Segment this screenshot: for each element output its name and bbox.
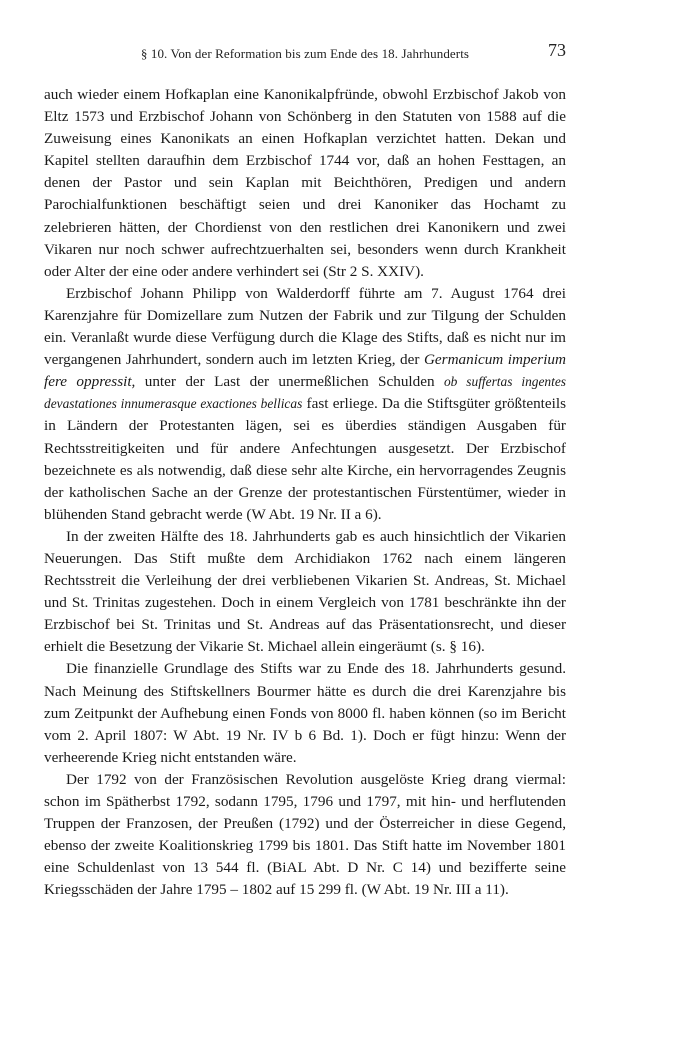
- paragraph-4: Die finanzielle Grundlage des Stifts war zu Ende des 18. Jahrhunderts gesund. Nach Meinung des Stiftskellners Bourmer hätte es durch die drei Karenzjahre bis zum Zeitpunkt der Aufhebung einen Fonds von 8000 fl. haben können (so im Bericht vom 2. April 1807: W Abt. 19 Nr. IV b 6 Bd. 1). Doch er fügt hinzu: Wenn der verheerende Krieg nicht entstanden wäre.: [44, 660, 566, 766]
- paragraph-1: auch wieder einem Hofkaplan eine Kanonikalpfründe, obwohl Erzbischof Jakob von Eltz 1573 und Erzbischof Johann von Schönberg in den Statuten von 1588 auf die Zuweisung eines Kanonikats an einen Hofkaplan verzichtet hatten. Dekan und Kapitel stellten daraufhin dem Erzbischof 1744 vor, daß an hohen Festtagen, an denen der Pastor und sein Kaplan mit Beichthören, Predigen und andern Parochialfunktionen beschäftigt seien und drei Kanoniker das Hochamt zu zelebrieren hätten, der Chordienst von den restlichen drei Kanonikern und zwei Vikaren nur noch schwer aufrechtzuerhalten sei, besonders wenn durch Krankheit oder Alter der eine oder andere verhindert sei (Str 2 S. XXIV).: [44, 86, 566, 280]
- paragraph-5: Der 1792 von der Französischen Revolution ausgelöste Krieg drang viermal: schon im Spätherbst 1792, sodann 1795, 1796 und 1797, mit hin- und herflutenden Truppen der Franzosen, der Preußen (1792) und der Österreicher in diese Gegend, ebenso der zweite Koalitionskrieg 1799 bis 1801. Das Stift hatte im November 1801 eine Schuldenlast von 13 544 fl. (BiAL Abt. D Nr. C 14) und bezifferte seine Kriegsschäden der Jahre 1795 – 1802 auf 15 299 fl. (W Abt. 19 Nr. III a 11).: [44, 770, 566, 899]
- paragraph-2: [44, 283, 566, 526]
- latin-quote-2: ob suffertas ingentes devastationes innumerasque exactiones bellicas: [44, 374, 566, 412]
- running-header: [44, 40, 566, 64]
- page-number: 73: [548, 40, 566, 60]
- running-title: § 10. Von der Reformation bis zum Ende des 18. Jahrhunderts: [140, 46, 470, 61]
- body-text: [44, 84, 566, 901]
- paragraph-2-text-b: unter der Last der unermeßlichen Schulden: [135, 373, 444, 391]
- paragraph-2-text-c: fast erliege. Da die Stiftsgüter größtenteils in Ländern der Protestanten lägen, sei es überdies ständigen Ausgaben für Rechtsstreitigkeiten und für andere Anfechtungen ausgesetzt. Der Erzbischof bezeichnete es als notwendig, daß diese sehr alte Kirche, ein hervorragendes Zeugnis der katholischen Sache an der Grenze der protestantischen Fürstentümer, wieder in blühenden Stand gebracht werde (W Abt. 19 Nr. II a 6).: [44, 395, 566, 523]
- latin-quote-1: Germanicum imperium fere oppressit,: [44, 351, 566, 391]
- paragraph-2-text-a: Erzbischof Johann Philipp von Walderdorff führte am 7. August 1764 drei Karenzjahre für Domizellare zum Nutzen der Fabrik und zur Tilgung der Schulden ein. Veranlaßt wurde diese Verfügung durch die Klage des Stifts, daß es nicht nur im vergangenen Jahrhundert, sondern auch im letzten Krieg, der: [44, 284, 566, 369]
- paragraph-3: In der zweiten Hälfte des 18. Jahrhunderts gab es auch hinsichtlich der Vikarien Neuerungen. Das Stift mußte dem Archidiakon 1762 nach einem längeren Rechtsstreit die Verleihung der drei verbliebenen Vikarien St. Andreas, St. Michael und St. Trinitas zugestehen. Doch in einem Vergleich von 1781 beschränkte ihn der Erzbischof bei St. Trinitas und St. Andreas auf das Präsentationsrecht, und dieser erhielt die Besetzung der Vikarie St. Michael allein eingeräumt (s. § 16).: [44, 527, 566, 656]
